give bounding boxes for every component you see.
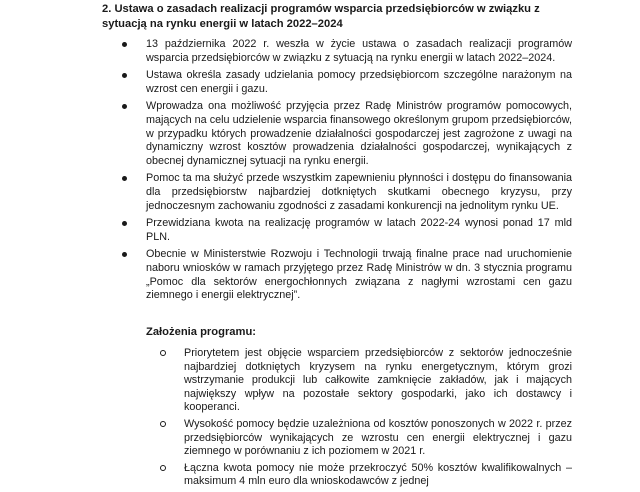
sub-list-item-text: Priorytetem jest objęcie wsparciem przedsiębiorców z sektorów jednocześnie najbardziej dotkniętych kryzysem na rynku energetycznym, którym grozi wstrzymanie produkcji lub całkowite zamknięcie zakładów, jak i mających największy wpływ na pozostałe sektory gospodarki, jako ich dostawcy i kooperanci. xyxy=(184,347,572,414)
list-item-text: Pomoc ta ma służyć przede wszystkim zapewnieniu płynności i dostępu do finansowania dla przedsiębiorstw najbardziej dotkniętych skutkami obecnego kryzysu, przy jednoczesnym zachowaniu zgodności z zasadami konkurencji na jednolitym rynku UE. xyxy=(146,172,572,212)
section-heading: 2. Ustawa o zasadach realizacji programów wsparcia przedsiębiorców w związku z sytuacją na rynku energii w latach 2022–2024 xyxy=(102,3,540,30)
sub-bullet-list xyxy=(146,347,572,492)
sub-list-item-text: Wysokość pomocy będzie uzależniona od kosztów ponoszonych w 2022 r. przez przedsiębiorców wynikających ze wzrostu cen energii elektrycznej i gazu ziemnego w porównaniu z ich poziomem w 2021 r. xyxy=(184,417,572,458)
bullet-icon xyxy=(122,221,127,226)
sub-list-item xyxy=(146,418,572,459)
sub-list-item-text: Łączna kwota pomocy nie może przekroczyć 50% kosztów kwalifikowalnych – maksimum 4 mln euro dla wnioskodawców z jednej xyxy=(184,461,572,488)
list-item-text: 13 października 2022 r. weszła w życie ustawa o zasadach realizacji programów wsparcia przedsiębiorców w związku z sytuacją na rynku energii w latach 2022–2024. xyxy=(146,38,572,64)
main-bullet-list xyxy=(102,38,572,307)
bullet-icon xyxy=(122,73,127,78)
sub-list-item xyxy=(146,462,572,489)
list-item-text: Wprowadza ona możliwość przyjęcia przez Radę Ministrów programów pomocowych, mających na celu udzielenie wsparcia finansowego określonym grupom przedsiębiorców, w przypadku których prowadzenie działalności gospodarczej jest zagrożone z uwagi na dynamiczny wzrost kosztów prowadzenia działalności gospodarczej, wynikających z obecnej dynamicznej sytuacji na rynku energii. xyxy=(146,100,572,167)
list-item xyxy=(102,69,572,96)
bullet-icon xyxy=(122,42,127,47)
list-item-text: Obecnie w Ministerstwie Rozwoju i Technologii trwają finalne prace nad uruchomienie naboru wniosków w ramach przyjętego przez Radę Ministrów w dn. 3 stycznia programu „Pomoc dla sektorów energochłonnych związana z nagłymi wzrostami cen gazu ziemnego i energii elektrycznej”. xyxy=(146,248,572,302)
sub-list-item xyxy=(146,347,572,415)
bullet-icon xyxy=(122,252,127,257)
program-assumptions-heading: Założenia programu: xyxy=(146,326,257,338)
list-item xyxy=(102,217,572,244)
list-item xyxy=(102,38,572,65)
circle-bullet-icon xyxy=(160,350,166,356)
list-item xyxy=(102,100,572,168)
circle-bullet-icon xyxy=(160,421,166,427)
list-item xyxy=(102,172,572,213)
list-item xyxy=(102,248,572,302)
circle-bullet-icon xyxy=(160,465,166,471)
list-item-text: Przewidziana kwota na realizację programów w latach 2022-24 wynosi ponad 17 mld PLN. xyxy=(146,217,572,243)
list-item-text: Ustawa określa zasady udzielania pomocy przedsiębiorcom szczególne narażonym na wzrost cen energii i gazu. xyxy=(146,69,572,95)
bullet-icon xyxy=(122,104,127,109)
bullet-icon xyxy=(122,176,127,181)
